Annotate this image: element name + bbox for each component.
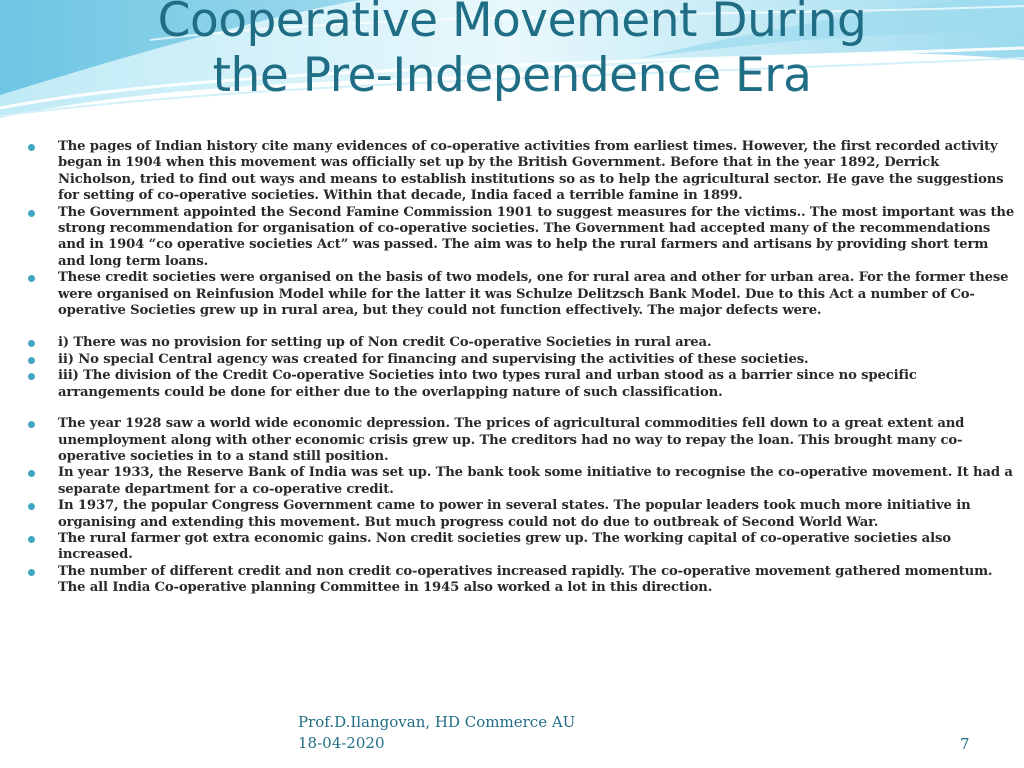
bullet-item: In year 1933, the Reserve Bank of India was set up. The bank took some initiative to recognise the co-operative movement. It had a separate department for a co-operative credit.: [24, 465, 1016, 498]
bullet-item: The number of different credit and non credit co-operatives increased rapidly. The co-operative movement gathered momentum. The all India Co-operative planning Committee in 1945 also worked a lot in this direction.: [24, 564, 1016, 597]
bullet-item: These credit societies were organised on the basis of two models, one for rural area and other for urban area. For the former these were organised on Reinfusion Model while for the latter it was Schulze Delitzsch Bank Model. Due to this Act a number of Co-operative Societies grew up in rural area, but they could not function effectively. The major defects were.: [24, 270, 1016, 319]
bullet-list: [24, 139, 1016, 597]
bullet-item: ii) No special Central agency was created for financing and supervising the activities of these societies.: [24, 352, 1016, 368]
bullet-item: iii) The division of the Credit Co-operative Societies into two types rural and urban stood as a barrier since no specific arrangements could be done for either due to the overlapping nature of such classification.: [24, 368, 1016, 401]
title-line-2: the Pre-Independence Era: [212, 48, 812, 103]
bullet-item: The Government appointed the Second Famine Commission 1901 to suggest measures for the victims.. The most important was the strong recommendation for organisation of co-operative societies. The Government had accepted many of the recommendations and in 1904 “co operative societies Act” was passed. The aim was to help the rural farmers and artisans by providing short term and long term loans.: [24, 205, 1016, 271]
spacer: [24, 401, 1016, 416]
bullet-item: The rural farmer got extra economic gains. Non credit societies grew up. The working capital of co-operative societies also increased.: [24, 531, 1016, 564]
slide-title: [0, 0, 1024, 103]
page-number: 7: [960, 735, 970, 753]
bullet-item: In 1937, the popular Congress Government came to power in several states. The popular leaders took much more initiative in organising and extending this movement. But much progress could not do due to outbreak of Second World War.: [24, 498, 1016, 531]
spacer: [24, 319, 1016, 335]
bullet-item: i) There was no provision for setting up of Non credit Co-operative Societies in rural area.: [24, 335, 1016, 351]
footer: [298, 712, 575, 754]
bullet-item: The pages of Indian history cite many evidences of co-operative activities from earliest times. However, the first recorded activity began in 1904 when this movement was officially set up by the British Government. Before that in the year 1892, Derrick Nicholson, tried to find out ways and means to establish institutions so as to help the agricultural sector. He gave the suggestions for setting of co-operative societies. Within that decade, India faced a terrible famine in 1899.: [24, 139, 1016, 205]
title-line-1: Cooperative Movement During: [157, 0, 867, 48]
footer-date: 18-04-2020: [298, 734, 385, 752]
bullet-item: The year 1928 saw a world wide economic depression. The prices of agricultural commodities fell down to a great extent and unemployment along with other economic crisis grew up. The creditors had no way to repay the loan. This brought many co-operative societies in to a stand still position.: [24, 416, 1016, 465]
footer-author: Prof.D.Ilangovan, HD Commerce AU: [298, 713, 576, 731]
